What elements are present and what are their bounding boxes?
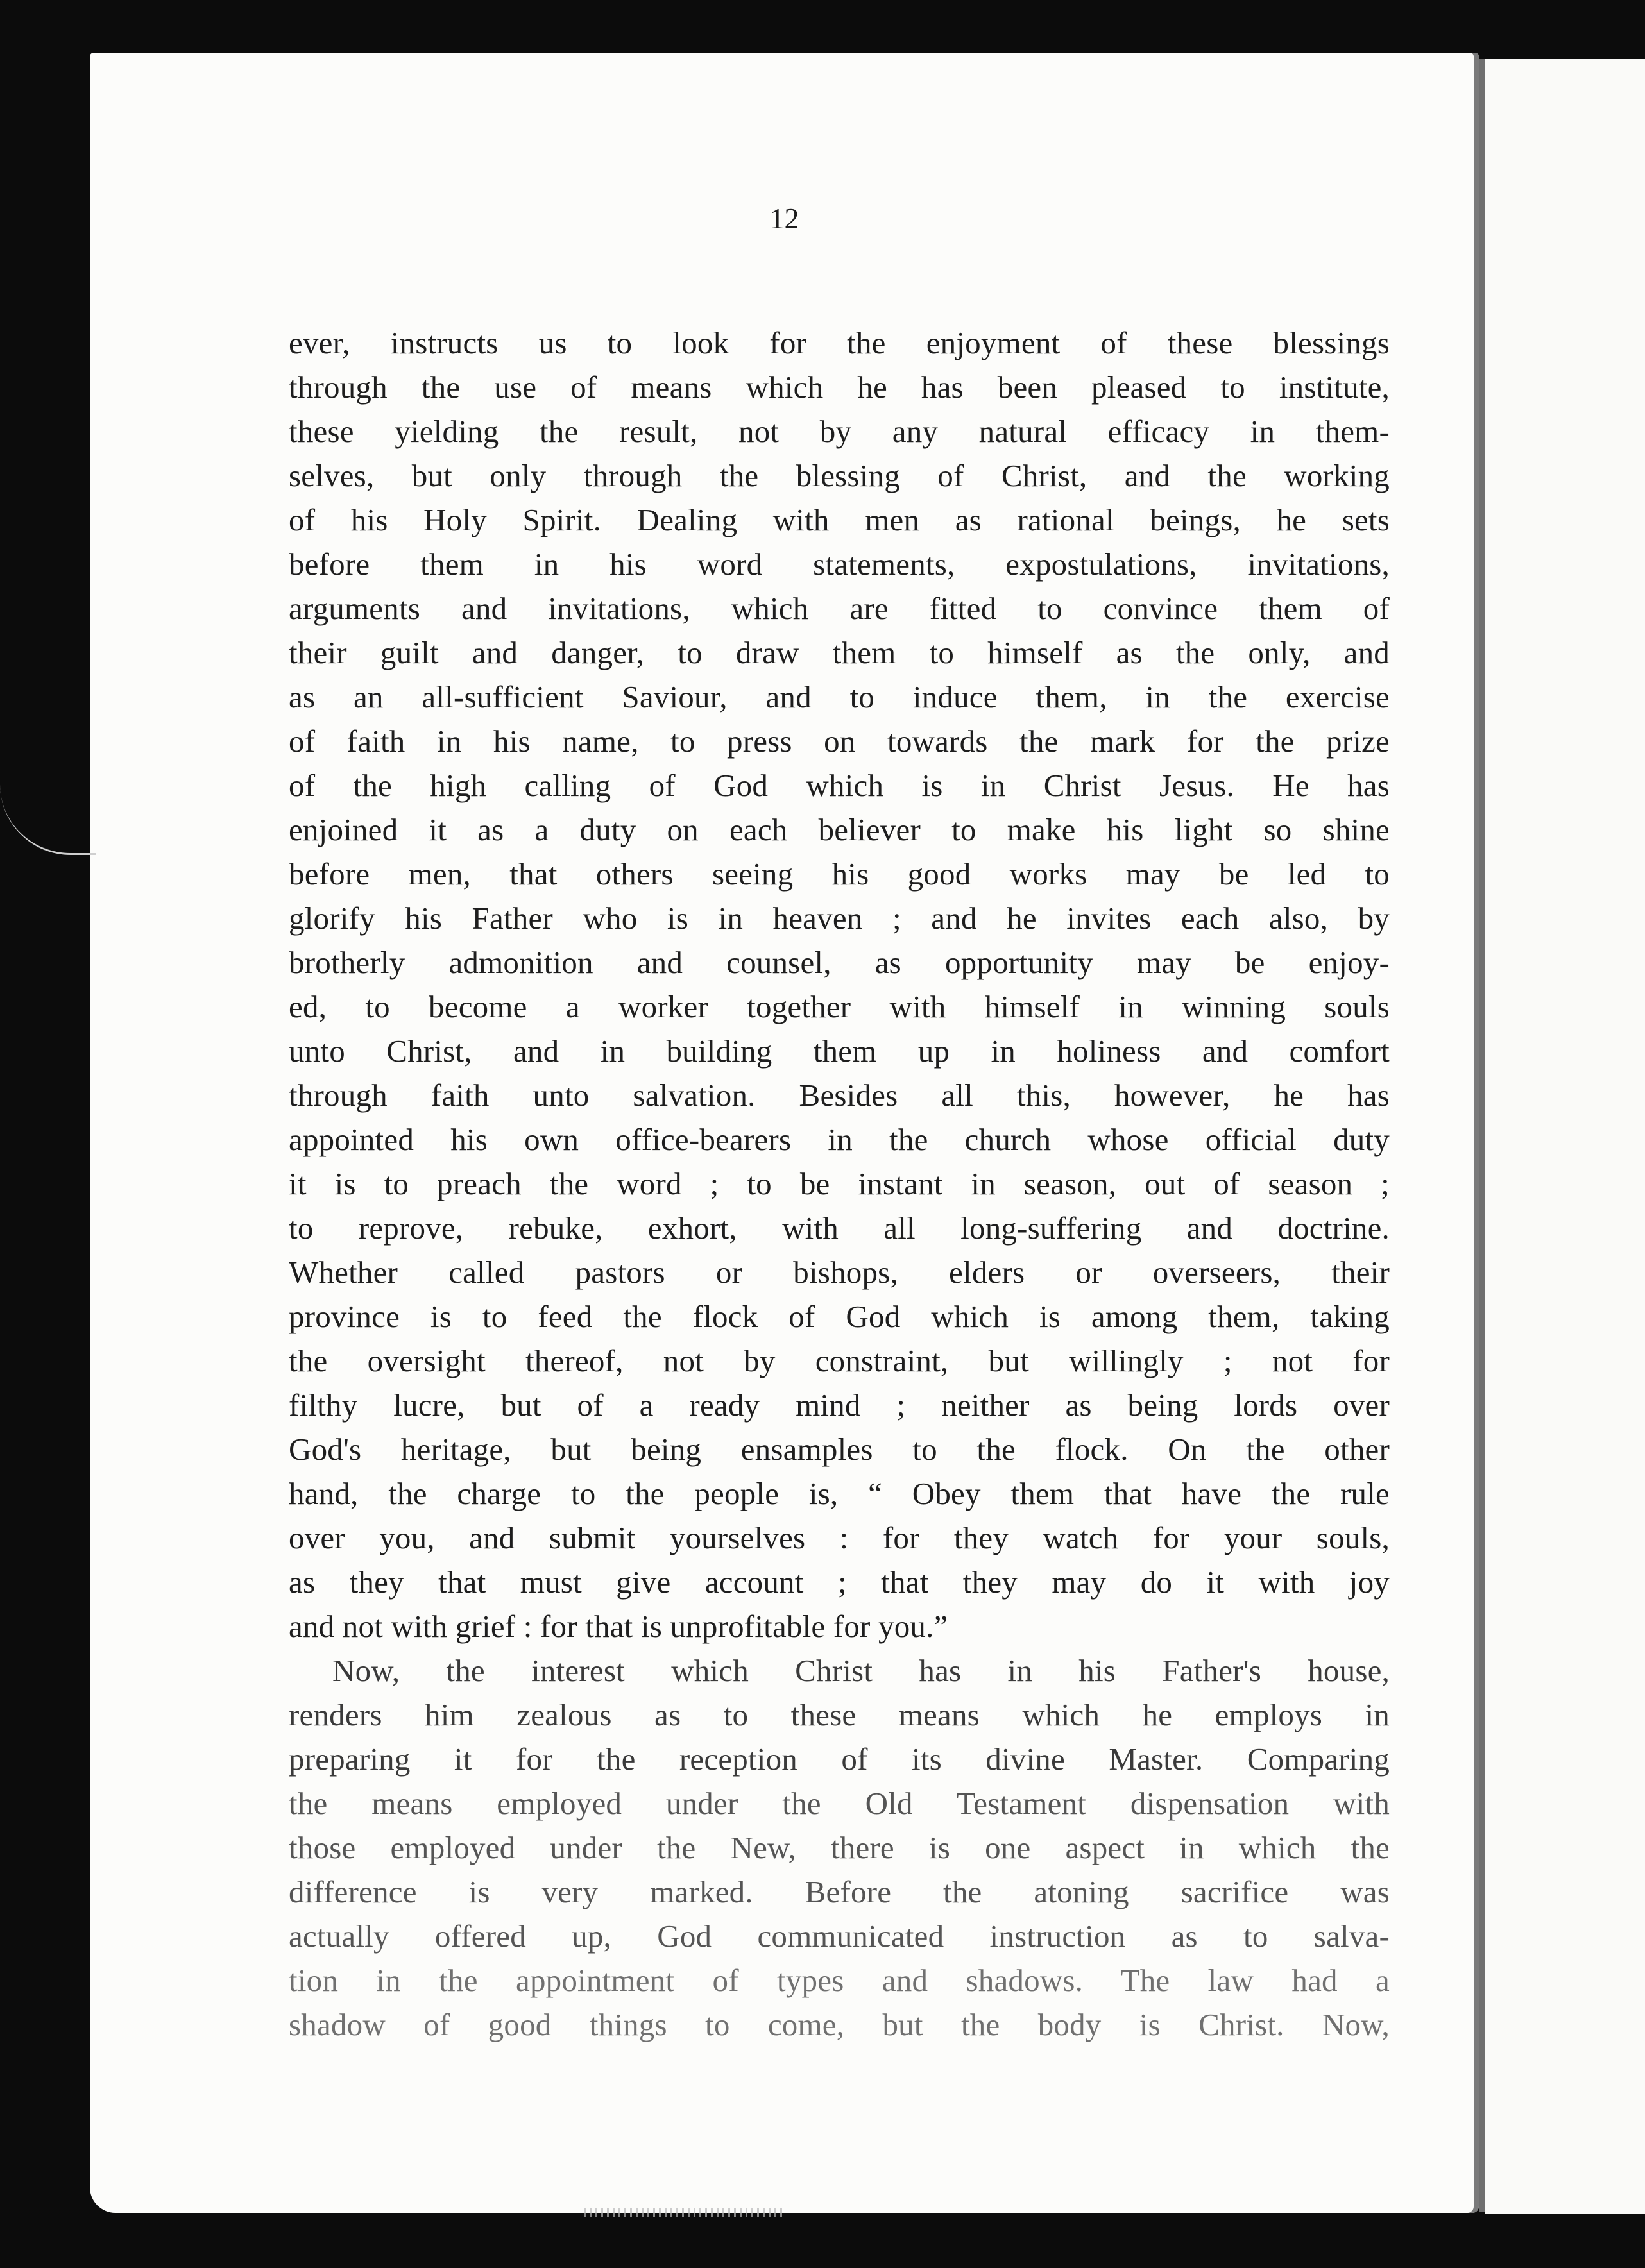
page-number: 12	[769, 202, 799, 235]
text-line: of the high calling of God which is in Christ Jesus. He has	[289, 768, 1390, 803]
text-line: arguments and invitations, which are fitted to convince them of	[289, 591, 1390, 626]
text-line: and not with grief : for that is unprofitable for you.”	[289, 1609, 948, 1644]
text-line: these yielding the result, not by any natural efficacy in them-	[289, 414, 1390, 449]
text-line: before them in his word statements, expostulations, invitations,	[289, 546, 1390, 582]
text-line: unto Christ, and in building them up in holiness and comfort	[289, 1033, 1390, 1069]
text-line: selves, but only through the blessing of Christ, and the working	[289, 458, 1390, 493]
text-line: their guilt and danger, to draw them to himself as the only, and	[289, 635, 1390, 670]
book-page	[90, 53, 1479, 2213]
text-line: through faith unto salvation. Besides all this, however, he has	[289, 1078, 1390, 1113]
text-line: province is to feed the flock of God which is among them, taking	[289, 1299, 1390, 1334]
text-line: over you, and submit yourselves : for they watch for your souls,	[289, 1520, 1390, 1555]
text-line: those employed under the New, there is one aspect in which the	[289, 1830, 1390, 1865]
text-line: Whether called pastors or bishops, elders or overseers, their	[289, 1255, 1390, 1290]
text-line: through the use of means which he has been pleased to institute,	[289, 369, 1390, 405]
text-line: hand, the charge to the people is, “ Obey them that have the rule	[289, 1476, 1390, 1511]
text-line: ever, instructs us to look for the enjoyment of these blessings	[289, 325, 1390, 360]
print-smudge	[584, 2208, 783, 2217]
text-line: preparing it for the reception of its divine Master. Comparing	[289, 1741, 1390, 1777]
text-line: enjoined it as a duty on each believer to make his light so shine	[289, 812, 1390, 847]
body-text	[289, 321, 1390, 2047]
text-line: as an all-sufficient Saviour, and to induce them, in the exercise	[289, 679, 1390, 715]
text-line: renders him zealous as to these means which he employs in	[289, 1697, 1390, 1732]
text-line: God's heritage, but being ensamples to the flock. On the other	[289, 1432, 1390, 1467]
text-line: difference is very marked. Before the atoning sacrifice was	[289, 1874, 1390, 1909]
text-line: tion in the appointment of types and shadows. The law had a	[289, 1963, 1390, 1998]
text-line: brotherly admonition and counsel, as opportunity may be enjoy-	[289, 945, 1390, 980]
text-line: actually offered up, God communicated instruction as to salva-	[289, 1918, 1390, 1954]
text-line: before men, that others seeing his good works may be led to	[289, 856, 1390, 892]
text-line: glorify his Father who is in heaven ; and he invites each also, by	[289, 901, 1390, 936]
text-line: to reprove, rebuke, exhort, with all long-suffering and doctrine.	[289, 1210, 1390, 1246]
text-line: of his Holy Spirit. Dealing with men as rational beings, he sets	[289, 502, 1390, 537]
text-line: of faith in his name, to press on towards the mark for the prize	[289, 724, 1390, 759]
text-line: the means employed under the Old Testament dispensation with	[289, 1786, 1390, 1821]
facing-page	[1485, 59, 1645, 2214]
text-line: the oversight thereof, not by constraint, but willingly ; not for	[289, 1343, 1390, 1378]
text-line: shadow of good things to come, but the body is Christ. Now,	[289, 2007, 1390, 2042]
page-edge-curl	[0, 783, 96, 855]
text-line: filthy lucre, but of a ready mind ; neither as being lords over	[289, 1387, 1390, 1423]
text-line: it is to preach the word ; to be instant in season, out of season ;	[289, 1166, 1390, 1201]
text-line: ed, to become a worker together with himself in winning souls	[289, 989, 1390, 1024]
text-line: Now, the interest which Christ has in his Father's house,	[332, 1653, 1390, 1688]
text-line: appointed his own office-bearers in the church whose official duty	[289, 1122, 1390, 1157]
text-line: as they that must give account ; that they may do it with joy	[289, 1564, 1390, 1600]
page-gutter	[1479, 59, 1485, 2212]
